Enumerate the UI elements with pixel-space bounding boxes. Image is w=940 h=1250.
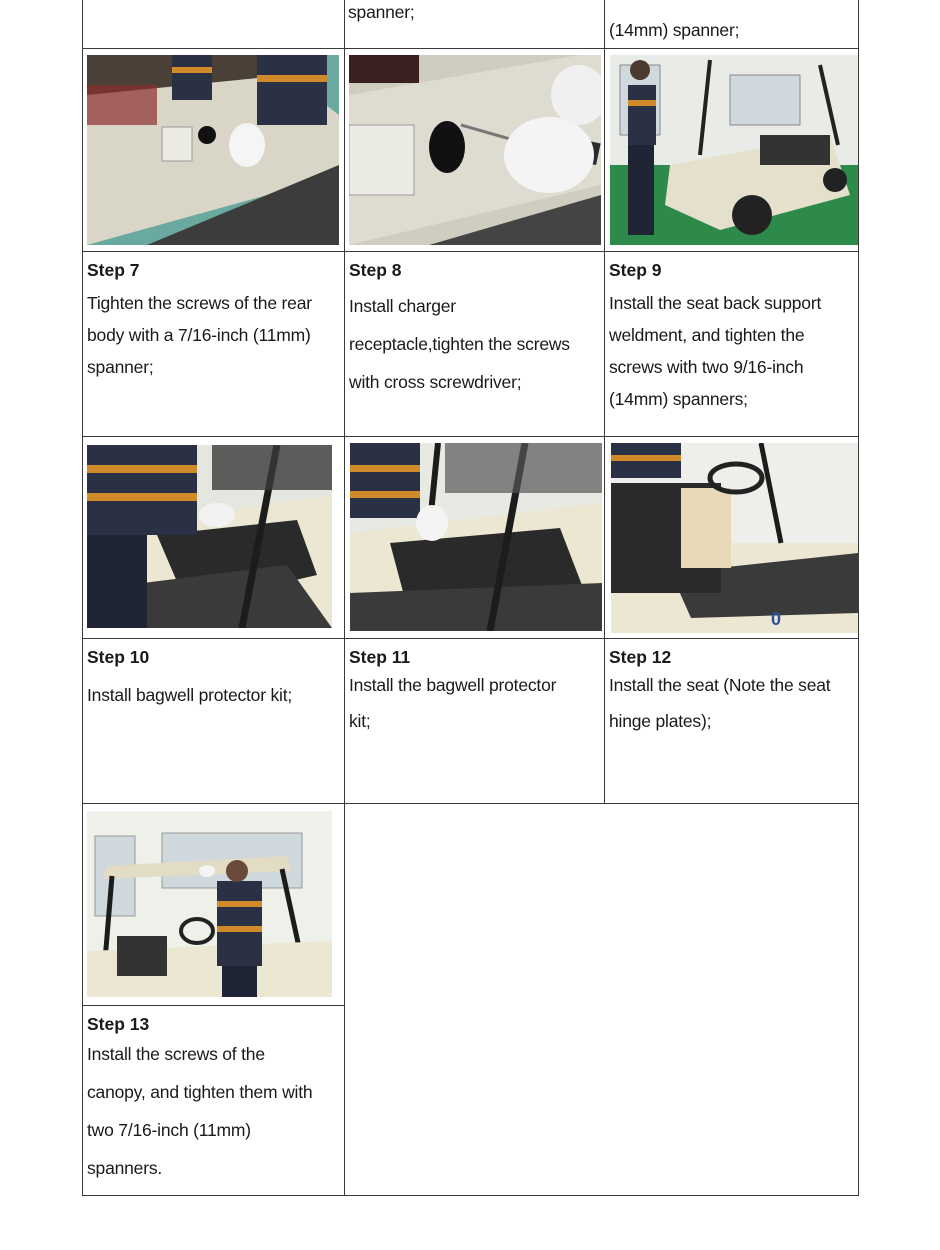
bagwell-protector-install-photo bbox=[350, 443, 602, 631]
bagwell-protector-photo bbox=[87, 445, 332, 628]
table-divider-1 bbox=[344, 0, 345, 1196]
step-7-line-3: spanner; bbox=[87, 357, 154, 377]
step-12-line-2: hinge plates); bbox=[609, 711, 712, 731]
step-9-line-1: Install the seat back support bbox=[609, 293, 822, 313]
row-line-6 bbox=[82, 1005, 345, 1006]
step-8-line-1: Install charger bbox=[349, 296, 456, 316]
step-12-label: Step 12 bbox=[609, 647, 672, 667]
step-11-line-1: Install the bagwell protector bbox=[349, 675, 557, 695]
table-border-left bbox=[82, 0, 83, 1196]
step-11-cell bbox=[349, 645, 603, 739]
step-8-label: Step 8 bbox=[349, 260, 402, 280]
row-line-1 bbox=[82, 48, 859, 49]
assembly-steps-table bbox=[82, 0, 859, 1196]
step-8-cell bbox=[349, 258, 603, 401]
seat-hinge-photo bbox=[611, 443, 858, 633]
canopy-install-photo bbox=[87, 811, 332, 997]
row-line-2 bbox=[82, 251, 859, 252]
table-border-bottom bbox=[82, 1195, 859, 1196]
step-13-line-1: Install the screws of the bbox=[87, 1044, 265, 1064]
step-13-line-4: spanners. bbox=[87, 1158, 163, 1178]
step-13-line-2: canopy, and tighten them with bbox=[87, 1082, 313, 1102]
seat-back-support-photo bbox=[610, 55, 858, 245]
step-10-line-1: Install bagwell protector kit; bbox=[87, 685, 293, 705]
charger-receptacle-photo bbox=[349, 55, 601, 245]
step-9-line-2: weldment, and tighten the bbox=[609, 325, 805, 345]
step-12-line-1: Install the seat (Note the seat bbox=[609, 675, 831, 695]
row-line-4 bbox=[82, 638, 859, 639]
step-11-label: Step 11 bbox=[349, 647, 411, 667]
step-7-cell bbox=[87, 258, 343, 383]
svg-text:0: 0 bbox=[771, 609, 782, 629]
step-9-cell bbox=[609, 258, 857, 415]
step-7-line-1: Tighten the screws of the rear bbox=[87, 293, 312, 313]
step-11-line-2: kit; bbox=[349, 711, 371, 731]
step-13-cell bbox=[87, 1012, 343, 1187]
step-9-line-3: screws with two 9/16-inch bbox=[609, 357, 804, 377]
step-13-line-3: two 7/16-inch (11mm) bbox=[87, 1120, 251, 1140]
step-7-label: Step 7 bbox=[87, 260, 140, 280]
step-10-cell bbox=[87, 645, 343, 711]
step-13-label: Step 13 bbox=[87, 1014, 150, 1034]
step-8-line-2: receptacle,tighten the screws bbox=[349, 334, 570, 354]
step-8-line-3: with cross screwdriver; bbox=[349, 372, 522, 392]
step-9-label: Step 9 bbox=[609, 260, 662, 280]
row-line-5 bbox=[82, 803, 859, 804]
previous-step-text-col3: (14mm) spanner; bbox=[609, 20, 740, 40]
row-line-3 bbox=[82, 436, 859, 437]
table-border-right bbox=[858, 0, 859, 1196]
table-divider-2 bbox=[604, 0, 605, 804]
previous-step-text-col2: spanner; bbox=[348, 2, 415, 22]
step-12-cell bbox=[609, 645, 857, 739]
step-9-line-4: (14mm) spanners; bbox=[609, 389, 748, 409]
step-7-line-2: body with a 7/16-inch (11mm) bbox=[87, 325, 311, 345]
rear-body-screws-photo bbox=[87, 55, 339, 245]
step-10-label: Step 10 bbox=[87, 647, 150, 667]
